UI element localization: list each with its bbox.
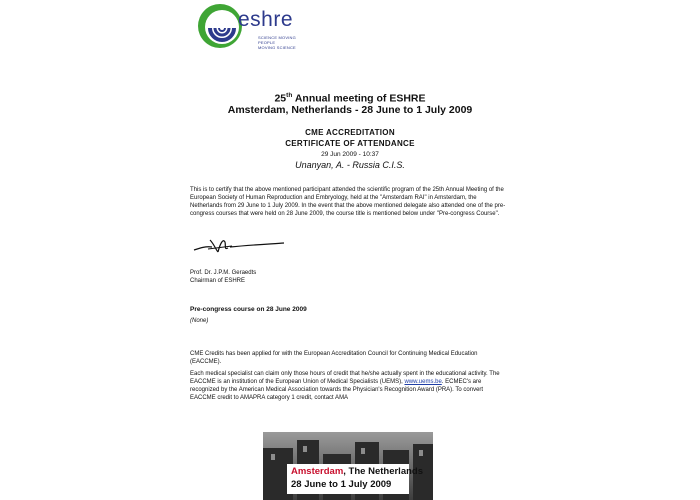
meeting-location: Amsterdam, Netherlands - 28 June to 1 July 2009 <box>227 104 473 116</box>
cme-credits-paragraph: CME Credits has been applied for with the European Accreditation Council for Continuing Medical Education (EACCME). <box>190 351 478 365</box>
meeting-number: 25 <box>274 92 287 105</box>
meeting-title <box>0 92 700 105</box>
precongress-heading: Pre-congress course on 28 June 2009 <box>190 306 307 313</box>
banner-window <box>271 454 275 460</box>
signer-title: Chairman of ESHRE <box>190 278 246 284</box>
logo-tagline-2: PEOPLE <box>258 40 276 45</box>
credit-claim-text-1: Each medical specialist can claim only those hours of credit that he/she actually spent in the educational activity. The EACCME is an institution of the European Union of Medical Specialists (UEMS), <box>190 371 500 385</box>
precongress-value: (None) <box>190 318 209 324</box>
signature <box>190 234 290 261</box>
banner-location <box>291 466 423 477</box>
banner-window <box>303 446 307 452</box>
cme-accreditation-title: CME ACCREDITATION <box>305 128 395 137</box>
signature-icon <box>190 234 290 256</box>
logo-tagline-1: SCIENCE MOVING <box>258 35 296 40</box>
logo-tagline-3: MOVING SCIENCE <box>258 45 296 50</box>
issue-datetime: 29 Jun 2009 - 10:37 <box>321 151 379 158</box>
eshre-logo <box>196 2 316 52</box>
amsterdam-banner <box>263 432 433 500</box>
certificate-title: CERTIFICATE OF ATTENDANCE <box>285 139 415 148</box>
signer-name: Prof. Dr. J.P.M. Geraedts <box>190 270 257 276</box>
credit-claim-paragraph <box>190 370 510 402</box>
meeting-ordinal: th <box>286 92 293 99</box>
participant-name: Unanyan, A. - Russia C.I.S. <box>295 160 405 170</box>
banner-window <box>419 450 423 456</box>
banner-caption <box>287 464 423 494</box>
banner-city: Amsterdam <box>291 466 344 477</box>
uems-link[interactable]: www.uems.be <box>404 379 442 385</box>
certification-paragraph: This is to certify that the above mentioned participant attended the scientific program of the 25th Annual Meeting of the European Society of Human Reproduction and Embryology, held at the "Amsterdam RAI" in Amsterdam, the Netherlands from 29 June to 1 July 2009. In the event that the above mentioned delegate also attended one of the pre-congress courses that were held on 28 June 2009, the course title is mentioned below under "Pre-congress Course". <box>190 187 506 217</box>
credit-claim-text-2: . ECMEC's are recognized by the American Medical Association towards the Physician's Recognition Award (PRA). To convert EACCME credit to AMAPRA category 1 credit, contact AMA <box>190 379 484 401</box>
banner-country: , The Netherlands <box>343 466 423 477</box>
meeting-name: Annual meeting of ESHRE <box>292 92 426 105</box>
banner-window <box>361 448 365 454</box>
banner-dates: 28 June to 1 July 2009 <box>291 479 392 490</box>
logo-wordmark: eshre <box>238 8 294 31</box>
